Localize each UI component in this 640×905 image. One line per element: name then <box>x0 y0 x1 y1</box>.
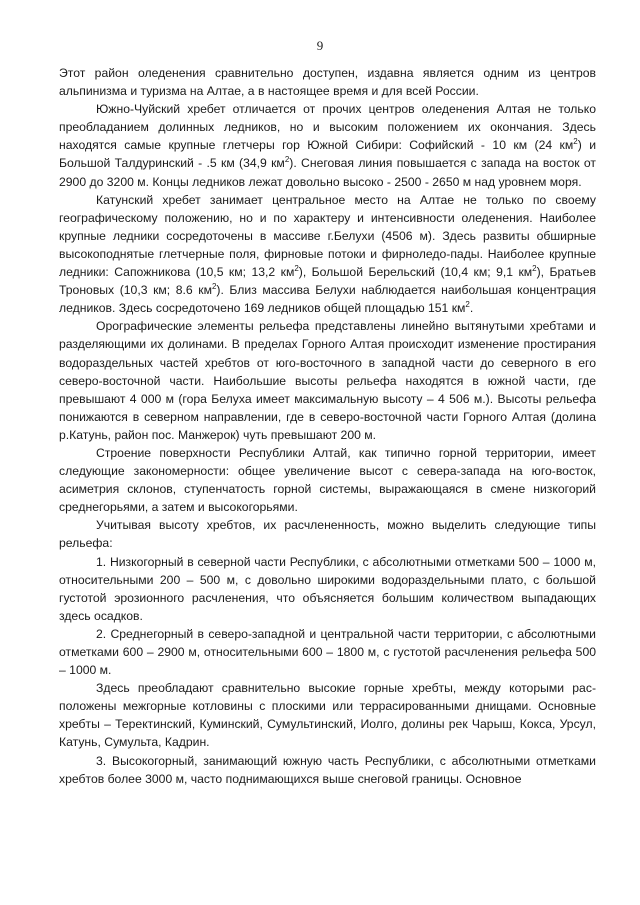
paragraph-5: Строение поверхности Республики Алтай, как типично горной территории, имеет следующие закономерности: общее увеличение высот с севера-запада на юго-восток, асиметрия склонов, ступенчатость горной системы, выражающаяся в смене низкогорий среднегорьями, а затем и высокогорьями. <box>59 445 596 515</box>
paragraph-8: 2. Среднегорный в северо-западной и центральной части территории, с абсолютными отметками 600 – 2900 м, относительными 600 – 1800 м, с густотой расчленения рельефа 500 – 1000 м. <box>59 626 596 678</box>
paragraph-9: Здесь преобладают сравнительно высокие горные хребты, между которыми расположены межгорные котловины с плоскими или террасированными днищами. Основные хребты – Теректинский, Куминский, Сумультинский, Иолго, долины рек Чарыш, Кокса, Урсул, Катунь, Сумульта, Кадрин. <box>59 681 596 750</box>
paragraph-10: 3. Высокогорный, занимающий южную часть Республики, с абсолютными отметками хребтов более 3000 м, часто поднимающихся выше снеговой границы. Основное <box>59 753 596 786</box>
paragraph-6: Учитывая высоту хребтов, их расчлененность, можно выделить следующие типы рельефа: <box>59 518 596 551</box>
paragraph-7: 1. Низкогорный в северной части Республики, с абсолютными отметками 500 – 1000 м, относительными 200 – 500 м, с довольно широкими водораздельными плато, с большой густотой эрозионного расчленения, что объясняется большим количеством выпадающих здесь осадков. <box>59 554 596 623</box>
paragraph-1: Этот район оледенения сравнительно доступен, издавна является одним из центров альпинизма и туризма на Алтае, а в настоящее время и для всей России. <box>59 66 596 99</box>
paragraph-4: Орографические элементы рельефа представлены линейно вытянутыми хребтами и разделяющими их долинами. В пределах Горного Алтая происходит изменение простирания водораздельных частей хребтов от юго-восточного в западной части до северного в его северо-восточной части. Наибольшие высоты рельефа находятся в южной части, где превышают 4 000 м (гора Белуха имеет максимальную высоту – 4 506 м.). Высоты рельефа понижаются в северном направлении, где в северо-восточной части Горного Алтая (долина р.Катунь, район пос. Манжерок) чуть превышают 200 м. <box>59 319 596 442</box>
body-text <box>59 64 596 788</box>
paragraph-2: Южно-Чуйский хребет отличается от прочих центров оледенения Алтая не только преобладанием долинных ледников, но и высоким положением их окончания. Здесь находятся самые крупные глетчеры гор Южной Сибири: Софийский - 10 км (24 $км^2$) и Большой Талдуринский - .5 км (34,9 $км^2$). Снеговая линия повышается с запада на восток от 2900 до 3200 м. Концы ледников лежат довольно высоко - 2500 - 2650 м над уровнем моря. <box>59 102 597 189</box>
page-number: 9 <box>316 38 324 53</box>
paragraph-3: Катунский хребет занимает центральное место на Алтае не только по своему географическому положению, но и по характеру и интенсивности оледенения. Наиболее крупные ледники сосредоточены в массиве г.Белухи (4506 м). Здесь развиты обширные высокоподнятые глетчерные поля, фирновые потоки и фирноледо-пады. Наиболее крупные ледники: Сапожникова (10,5 км; 13,2 $км^2$), Большой Берельский (10,4 км; 9,1 $км^2$), Братьев Троновых (10,3 км; 8.6 $км^2$). Близ массива Белухи наблюдается наибольшая концентрация ледников. Здесь сосредоточено 169 ледников общей площадью 151 $км^2$. <box>59 192 596 316</box>
